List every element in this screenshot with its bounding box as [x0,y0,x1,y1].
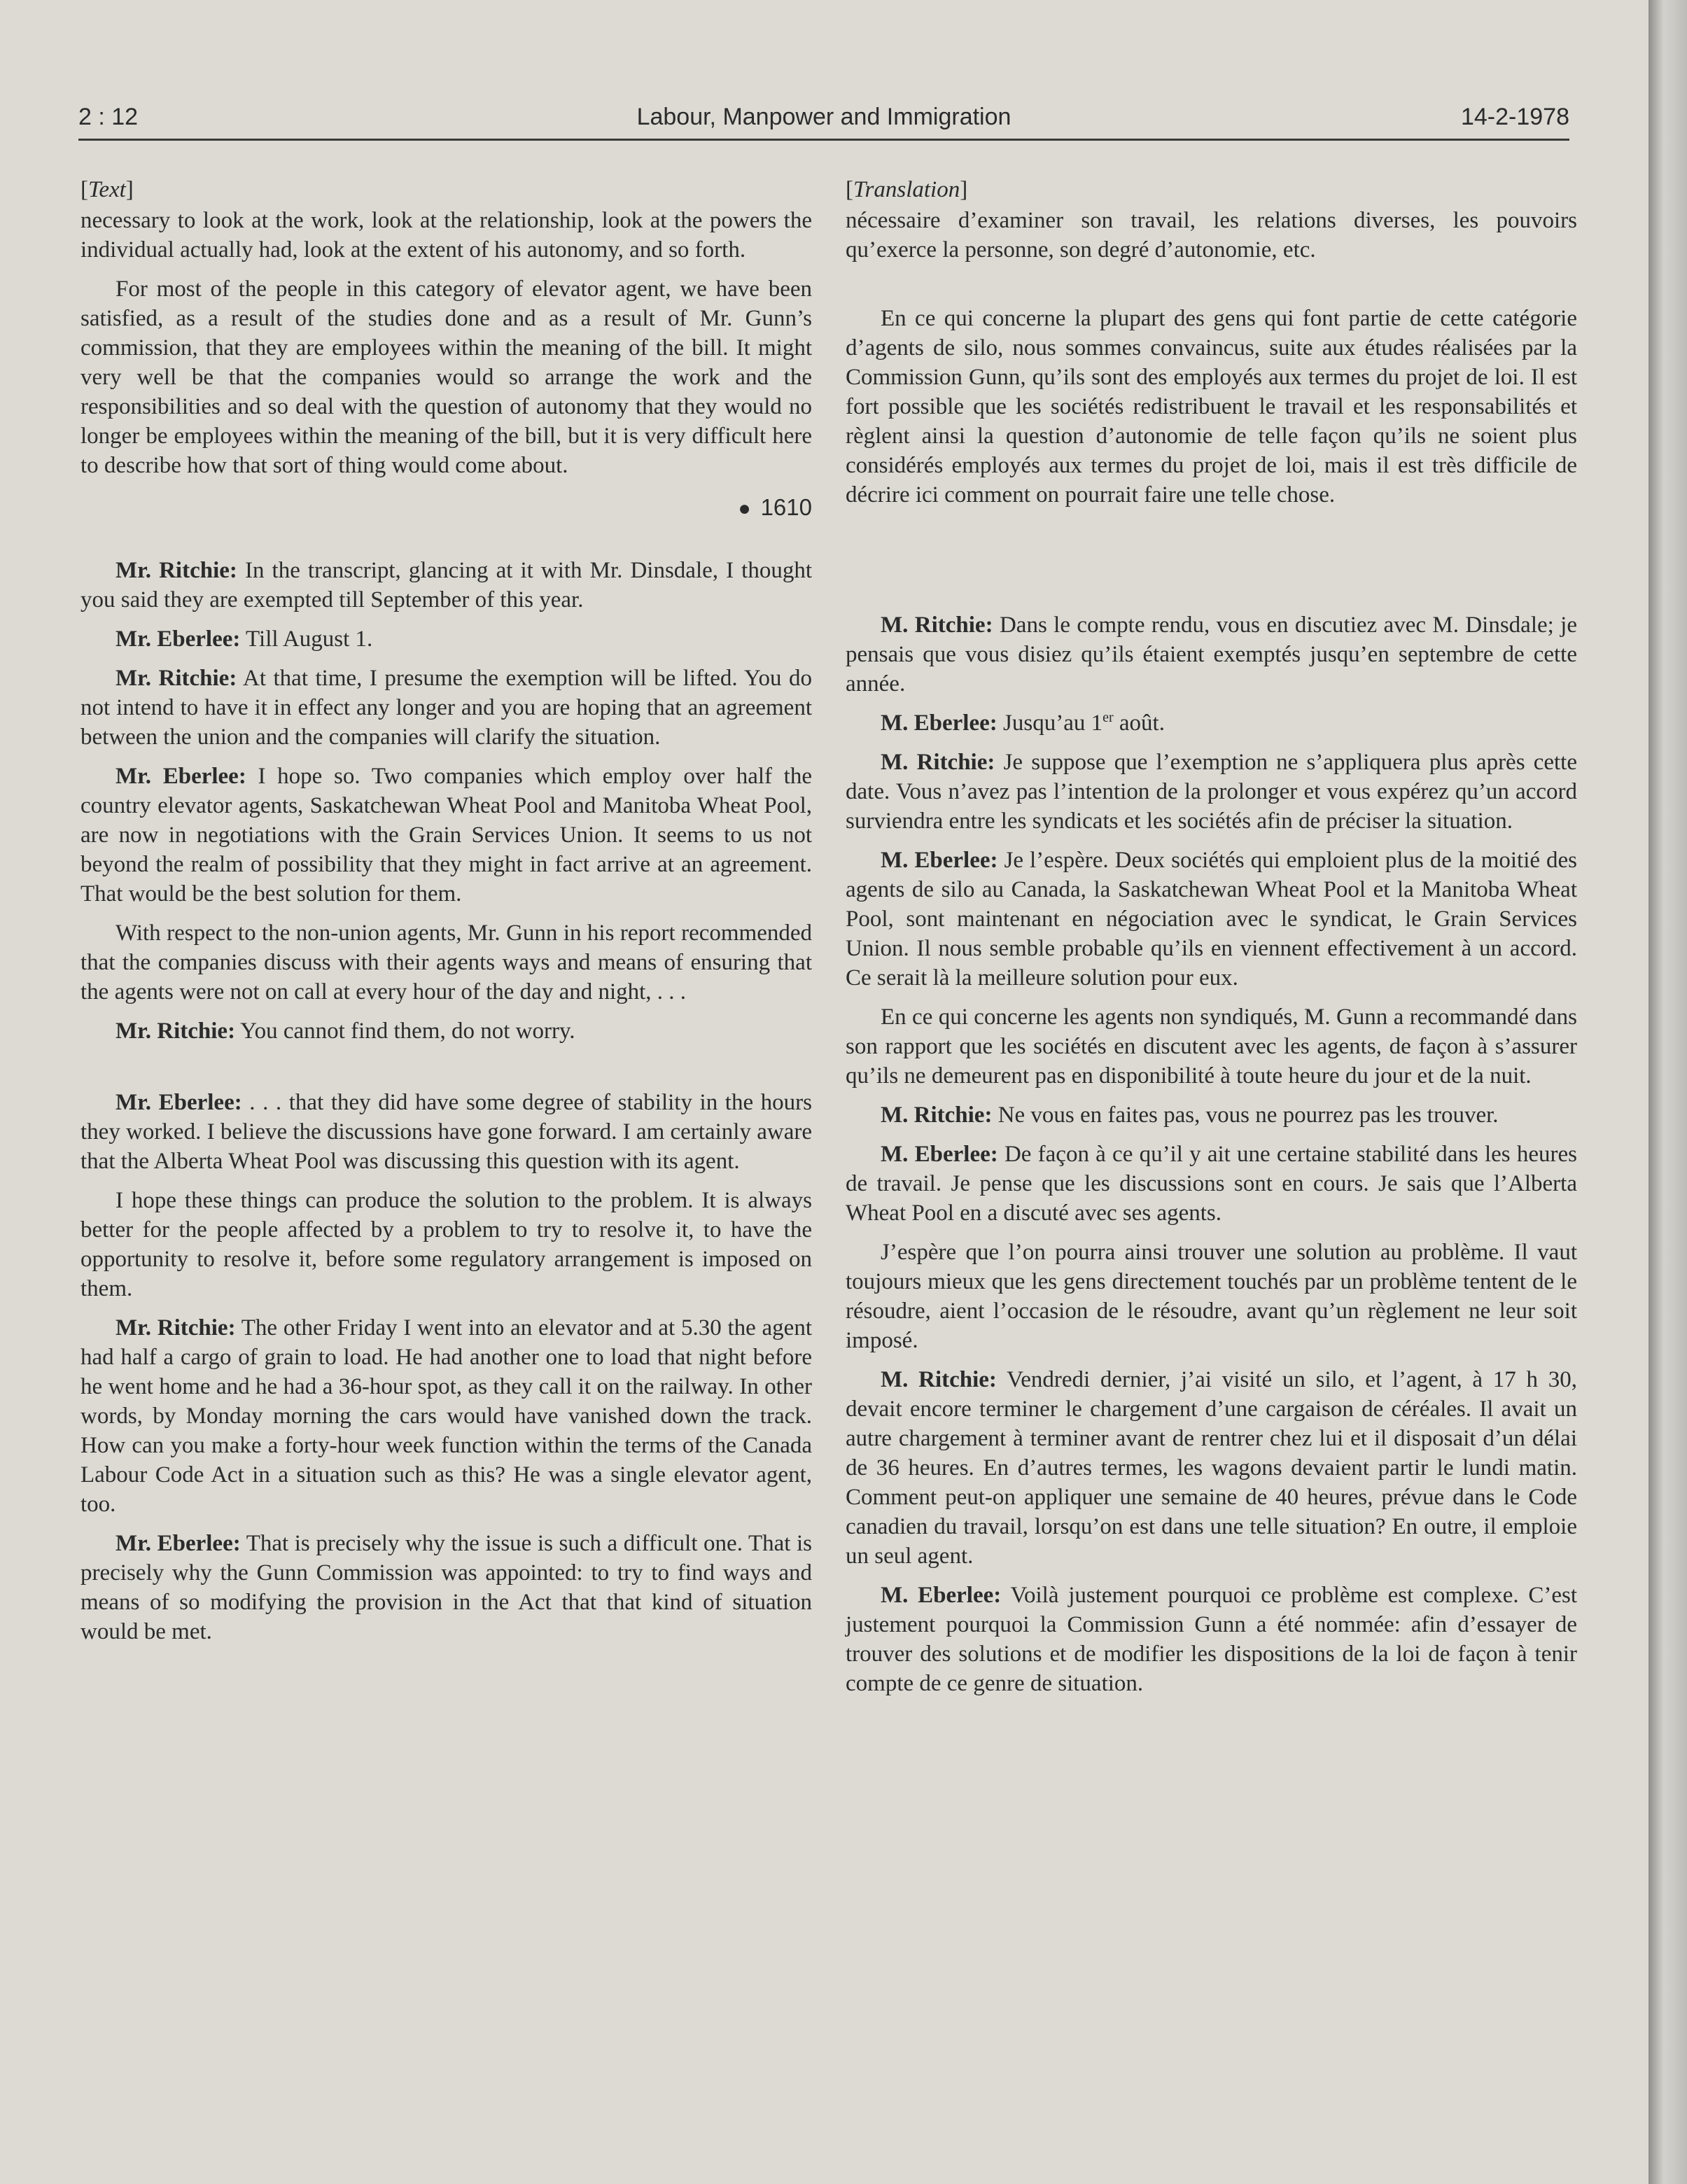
speech-eberlee: Mr. Eberlee: . . . that they did have some degree of stability in the hours they worked. I believe the discussions have gone forward. I am certainly aware that the Alberta Wheat Pool was discussing this question with its agent. [80,1090,812,1174]
speech-ritchie: Mr. Ritchie: You cannot find them, do not worry. [115,1018,575,1044]
session-date: 14-2-1978 [1460,104,1569,130]
text-label: [Text] [80,177,134,202]
paragraph: With respect to the non-union agents, Mr. Gunn in his report recommended that the companies discuss with their agents ways and means of ensuring that the agents were not on call at every hour of the day and night, . . . [80,920,812,1004]
speech-eberlee: M. Eberlee: De façon à ce qu’il y ait une certaine stabilité dans les heures de travail. Je pense que les discussions sont en cours. Je sais que l’Alberta Wheat Pool en a discuté avec ses agents. [846,1142,1577,1226]
time-marker: ● 1610 [738,494,812,520]
paragraph: For most of the people in this category of elevator agent, we have been satisfied, as a result of the studies done and as a result of Mr. Gunn’s commission, that they are employees within the meaning of the bill. It might very well be that the companies would so arrange the work and the responsibilities and so deal with the question of autonomy that they would no longer be employees within the meaning of the bill, but it is very difficult here to describe how that sort of thing would come about. [80,276,812,478]
paragraph: I hope these things can produce the solution to the problem. It is always better for the people affected by a problem to try to resolve it, to have the opportunity to resolve it, before some regulatory arrangement is imposed on them. [80,1188,812,1301]
book-spine [1648,0,1687,2184]
paragraph: En ce qui concerne les agents non syndiqués, M. Gunn a recommandé dans son rapport que les sociétés en discutent avec les agents, de façon à s’assurer qu’ils ne demeurent pas en disponibilité à toute heure du jour et de la nuit. [846,1004,1577,1088]
page-header [78,98,1569,141]
page-number: 2 : 12 [78,104,139,130]
speech-eberlee: M. Eberlee: Jusqu’au 1er août. [881,710,1165,736]
speech-ritchie: M. Ritchie: Dans le compte rendu, vous en discutiez avec M. Dinsdale; je pensais que vous disiez qu’ils étaient exemptés jusqu’en septembre de cette année. [846,612,1577,696]
speech-eberlee: M. Eberlee: Je l’espère. Deux sociétés qui emploient plus de la moitié des agents de silo au Canada, la Saskatchewan Wheat Pool et la Manitoba Wheat Pool, sont maintenant en négociation avec le syndicat, le Grain Services Union. Il nous semble probable qu’ils en viennent effectivement à un accord. Ce serait là la meilleure solution pour eux. [846,848,1578,990]
speech-eberlee: M. Eberlee: Voilà justement pourquoi ce problème est complexe. C’est justement pourquoi la Commission Gunn a été nommée: afin d’essayer de trouver des solutions et de modifier les dispositions de la loi de façon à tenir compte de ce genre de situation. [846,1583,1577,1696]
translation-label: [Translation] [846,177,968,202]
paragraph: J’espère que l’on pourra ainsi trouver une solution au problème. Il vaut toujours mieux que les gens directement touchés par un problème tentent de le résoudre, aient l’occasion de le résoudre, avant qu’un règlement ne leur soit imposé. [846,1240,1577,1353]
paragraph: necessary to look at the work, look at the relationship, look at the powers the individual actually had, look at the extent of his autonomy, and so forth. [80,208,812,262]
speech-eberlee: Mr. Eberlee: That is precisely why the issue is such a difficult one. That is precisely why the Gunn Commission was appointed: to try to find ways and means of so modifying the provision in the Act that that kind of situation would be met. [80,1531,812,1644]
committee-title: Labour, Manpower and Immigration [636,104,1011,130]
speech-ritchie: M. Ritchie: Ne vous en faites pas, vous ne pourrez pas les trouver. [881,1102,1499,1128]
speech-ritchie: M. Ritchie: Vendredi dernier, j’ai visité un silo, et l’agent, à 17 h 30, devait encore terminer le chargement d’une cargaison de céréales. Il avait un autre chargement à terminer avant de rentrer chez lui et il disposait d’un délai de 36 heures. En d’autres termes, les wagons devaient partir le lundi matin. Comment peut-on appliquer une semaine de 40 heures, prévue dans le Code canadien du travail, lorsqu’on est dans une telle situation? En outre, il emploie un seul agent. [846,1367,1577,1569]
speech-ritchie: M. Ritchie: Je suppose que l’exemption ne s’appliquera plus après cette date. Vous n’avez pas l’intention de la prolonger et vous expérez qu’un accord surviendra entre les syndicats et les sociétés afin de préciser la situation. [846,750,1577,834]
speech-ritchie: Mr. Ritchie: The other Friday I went into an elevator and at 5.30 the agent had half a cargo of grain to load. He had another one to load that night before he went home and he had a 36-hour spot, as they call it on the railway. In other words, by Monday morning the cars would have vanished down the track. How can you make a forty-hour week function within the terms of the Canada Labour Code Act in a situation such as this? He was a single elevator agent, too. [80,1315,813,1517]
paragraph: En ce qui concerne la plupart des gens qui font partie de cette catégorie d’agents de silo, nous sommes convaincus, suite aux études réalisées par la Commission Gunn, qu’ils sont des employés aux termes du projet de loi. Il est fort possible que les sociétés redistribuent le travail et les responsabilités et règlent ainsi la question d’autonomie de telle façon qu’ils ne soient plus considérés employés aux termes du projet de loi, mais il est très difficile de décrire ici comment on pourrait faire une telle chose. [846,306,1577,507]
speech-eberlee: Mr. Eberlee: I hope so. Two companies which employ over half the country elevator agents, Saskatchewan Wheat Pool and Manitoba Wheat Pool, are now in negotiations with the Grain Services Union. It seems to us not beyond the realm of possibility that they might in fact arrive at an agreement. That would be the best solution for them. [80,764,812,906]
paragraph: nécessaire d’examiner son travail, les relations diverses, les pouvoirs qu’exerce la personne, son degré d’autonomie, etc. [846,208,1577,262]
french-column [846,175,1577,1708]
speech-eberlee: Mr. Eberlee: Till August 1. [115,626,373,652]
bullet-icon: ● [738,497,751,520]
speech-ritchie: Mr. Ritchie: At that time, I presume the exemption will be lifted. You do not intend to have it in effect any longer and you are hoping that an agreement between the union and the companies will clarify the situation. [80,666,812,750]
english-column [80,175,812,1656]
speech-ritchie: Mr. Ritchie: In the transcript, glancing at it with Mr. Dinsdale, I thought you said they are exempted till September of this year. [80,558,812,612]
